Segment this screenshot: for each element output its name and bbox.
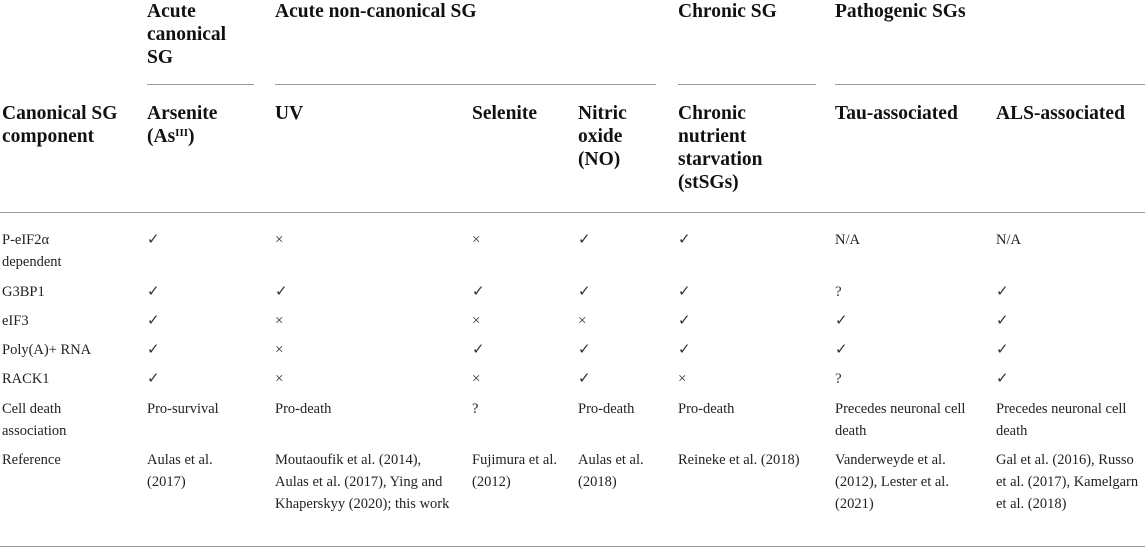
group-rule-acute-canonical [147, 84, 254, 85]
column-header-nitric-oxide: Nitric oxide (NO) [578, 103, 627, 170]
column-header-selenite: Selenite [472, 103, 537, 124]
table-cell: Pro-death [275, 401, 332, 417]
row-label-reference: Reference [2, 452, 61, 468]
table-cell: N/A [996, 232, 1021, 248]
table-cell: × [472, 371, 481, 387]
table-cell: Reineke et al. (2018) [678, 452, 800, 468]
table-cell: Vanderweyde et al. (2012), Lester et al. (2021) [835, 452, 949, 512]
table-cell: Fujimura et al. (2012) [472, 452, 557, 490]
row-label-polya-rna: Poly(A)+ RNA [2, 342, 92, 358]
table-cell: ✓ [996, 313, 1009, 329]
table-cell: × [678, 371, 687, 387]
column-header-uv: UV [275, 103, 304, 124]
row-label-rack1: RACK1 [2, 371, 50, 387]
table-cell: ✓ [678, 284, 691, 300]
table-cell: ✓ [996, 284, 1009, 300]
table-cell: ✓ [275, 284, 288, 300]
table-cell: Pro-death [578, 401, 635, 417]
table-bottom-rule [0, 546, 1145, 547]
table-cell: × [578, 313, 587, 329]
table-cell: Aulas et al. (2017) [147, 452, 213, 490]
table-cell: ✓ [678, 313, 691, 329]
table-cell: ? [835, 284, 842, 300]
table-cell: ✓ [996, 371, 1009, 387]
group-header-acute-non-canonical: Acute non-canonical SG [275, 1, 477, 22]
table-cell: ✓ [147, 284, 160, 300]
table-cell: ✓ [835, 342, 848, 358]
table-cell: ✓ [472, 284, 485, 300]
group-header-acute-canonical: Acute canonical SG [147, 1, 227, 68]
group-header-pathogenic: Pathogenic SGs [835, 1, 966, 22]
table-cell: × [472, 232, 481, 248]
table-cell: ✓ [578, 342, 591, 358]
table-cell: × [275, 313, 284, 329]
table-cell: ✓ [578, 232, 591, 248]
table-cell: Precedes neuronal cell death [835, 401, 966, 439]
column-header-component: Canonical SG component [2, 103, 118, 147]
table-cell: ✓ [578, 371, 591, 387]
row-label-cell-death: Cell death association [2, 401, 67, 439]
table-cell: × [275, 342, 284, 358]
arsenite-close: ) [188, 126, 195, 147]
column-header-als: ALS-associated [996, 103, 1125, 124]
table-cell: ? [472, 401, 479, 417]
table-cell: ? [835, 371, 842, 387]
group-rule-acute-non-canonical [275, 84, 656, 85]
table-cell: Aulas et al. (2018) [578, 452, 644, 490]
table-cell: ✓ [578, 284, 591, 300]
table-cell: ✓ [678, 232, 691, 248]
column-header-tau: Tau-associated [835, 103, 958, 124]
row-label-p-eif2a: P-eIF2α dependent [2, 232, 62, 270]
table-cell: ✓ [835, 313, 848, 329]
group-rule-pathogenic [835, 84, 1145, 85]
table-cell: Pro-death [678, 401, 735, 417]
table-cell: ✓ [147, 342, 160, 358]
column-header-starvation: Chronic nutrient starvation (stSGs) [678, 103, 763, 193]
table-cell: ✓ [996, 342, 1009, 358]
table-cell: Moutaoufik et al. (2014), Aulas et al. (2017), Ying and Khaperskyy (2020); this work [275, 452, 450, 512]
table-cell: × [275, 232, 284, 248]
table-cell: Precedes neuronal cell death [996, 401, 1127, 439]
group-header-chronic: Chronic SG [678, 1, 777, 22]
table-cell: ✓ [147, 313, 160, 329]
table-cell: N/A [835, 232, 860, 248]
table-cell: Pro-survival [147, 401, 219, 417]
group-rule-chronic [678, 84, 816, 85]
row-label-g3bp1: G3BP1 [2, 284, 45, 300]
row-label-eif3: eIF3 [2, 313, 29, 329]
table-cell: ✓ [472, 342, 485, 358]
table-cell: × [472, 313, 481, 329]
arsenite-superscript: III [175, 127, 189, 139]
column-header-arsenite [147, 102, 247, 148]
table-cell: Gal et al. (2016), Russo et al. (2017), Kamelgarn et al. (2018) [996, 452, 1139, 512]
arsenite-label: Arsenite (As [147, 103, 218, 147]
header-bottom-rule [0, 212, 1145, 213]
table-cell: ✓ [147, 232, 160, 248]
table-cell: ✓ [147, 371, 160, 387]
table-cell: ✓ [678, 342, 691, 358]
table-cell: × [275, 371, 284, 387]
